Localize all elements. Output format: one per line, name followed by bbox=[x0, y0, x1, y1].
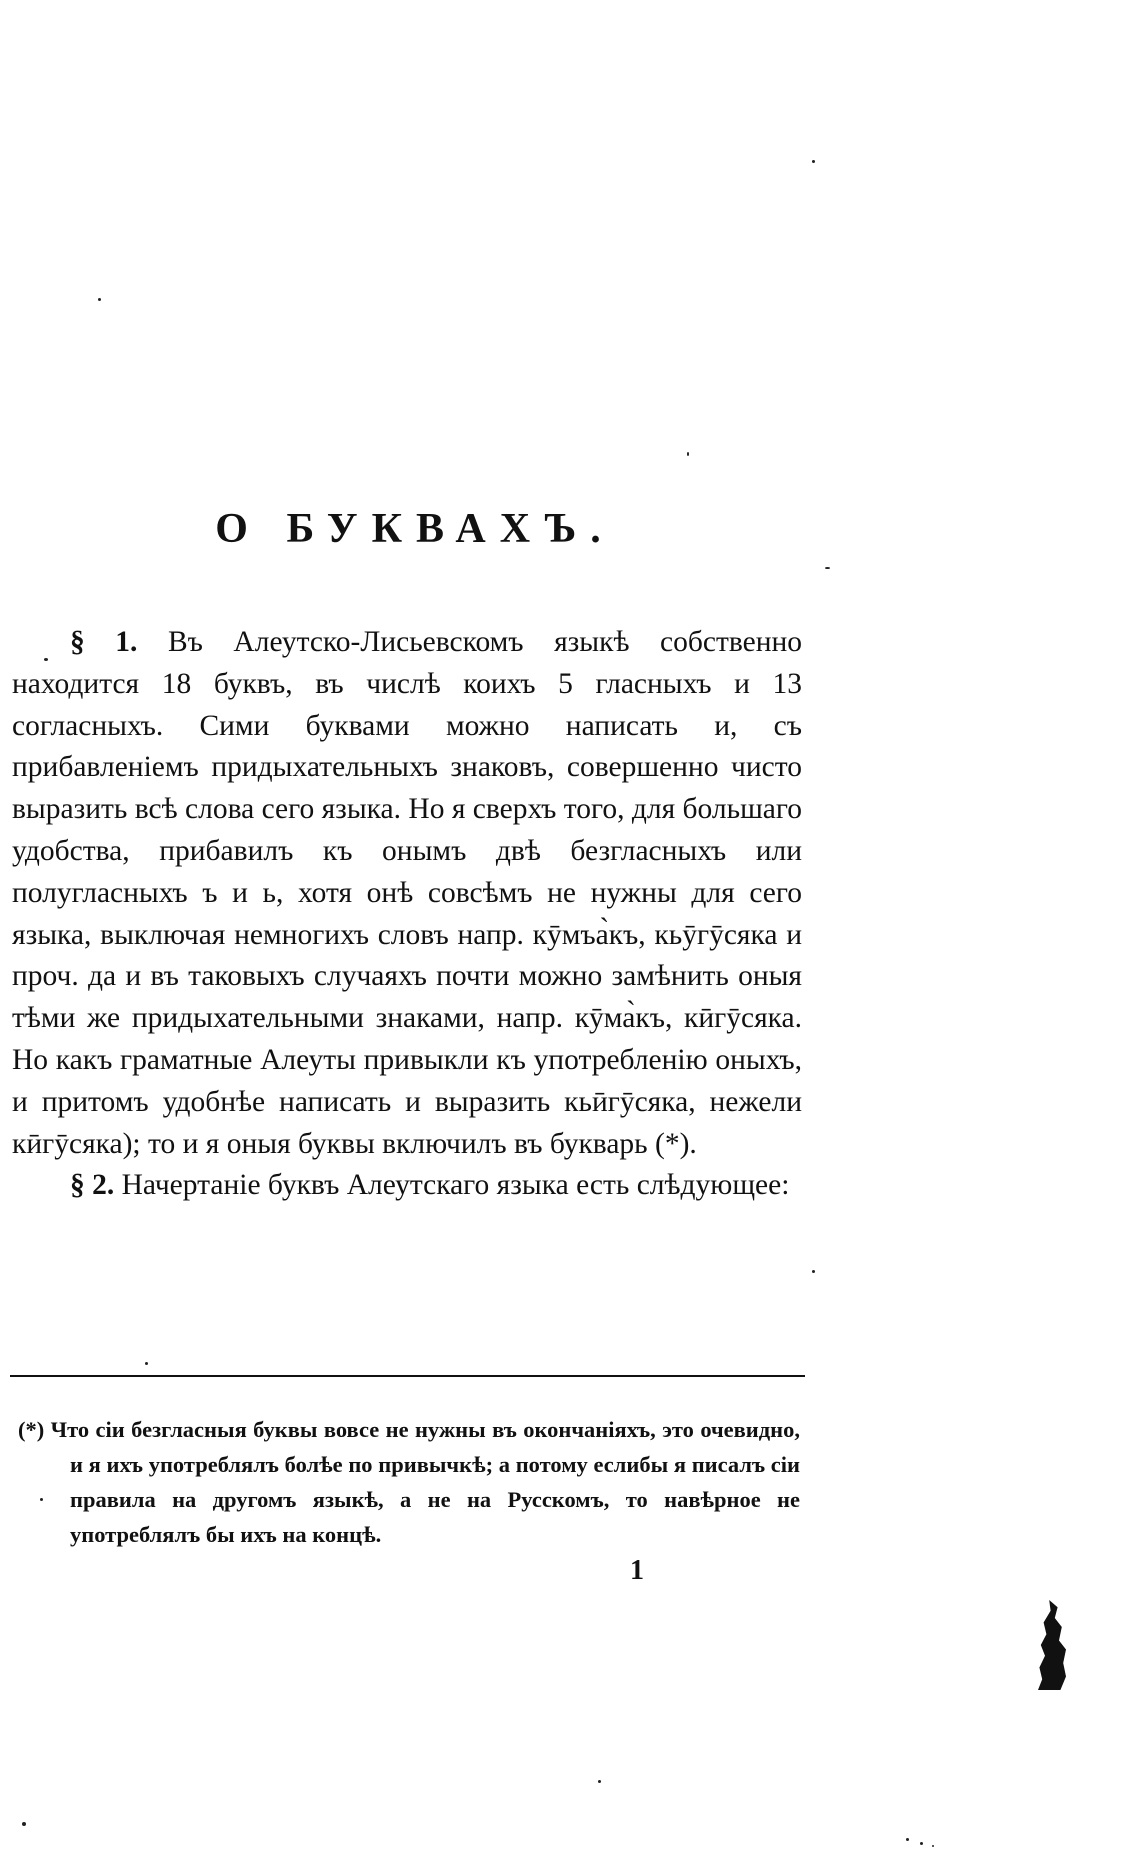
scan-speck bbox=[44, 658, 48, 661]
page-number: 1 bbox=[630, 1555, 644, 1586]
scan-speck bbox=[22, 1822, 26, 1826]
body-text bbox=[12, 622, 802, 1207]
scan-speck bbox=[932, 1845, 934, 1847]
scan-speck bbox=[906, 1838, 909, 1841]
footnote-divider bbox=[10, 1375, 805, 1377]
paragraph-section-2 bbox=[12, 1165, 802, 1207]
scan-speck bbox=[812, 1270, 815, 1273]
chapter-title: О БУКВАХЪ. bbox=[215, 506, 615, 552]
scan-speck bbox=[825, 567, 830, 569]
section-number: § 1. bbox=[70, 626, 138, 658]
scan-speck bbox=[920, 1842, 923, 1845]
scan-edge-mark bbox=[1038, 1600, 1066, 1690]
scan-speck bbox=[687, 452, 689, 456]
paragraph-text: Въ Алеутско-Лисьевскомъ языкѣ собственно находится 18 буквъ, въ числѣ коихъ 5 гласныхъ и 13 согласныхъ. Сими буквами можно написать и, съ прибавленіемъ придыхательныхъ знаковъ, совершенно чисто выразить всѣ слова сего языка. Но я сверхъ того, для большаго удобства, прибавилъ къ онымъ двѣ безгласныхъ или полугласныхъ ъ и ь, хотя онѣ совсѣмъ не нужны для сего языка, выключая немногихъ словъ напр. кӯмъа̀къ, кьӯгӯсяка и проч. да и въ таковыхъ случаяхъ почти можно замѣнить оныя тѣми же придыхательными знаками, напр. кӯма̀къ, кӣгӯсяка. Но какъ граматные Алеуты привыкли къ употребленію оныхъ, и притомъ удобнѣе написать и выразить кьӣгӯсяка, нежели кӣгӯсяка); то и я оныя буквы включилъ въ букварь (*). bbox=[12, 626, 803, 1160]
paragraph-text: Начертаніе буквъ Алеутскаго языка есть слѣдующее: bbox=[121, 1169, 790, 1202]
scan-speck bbox=[98, 298, 101, 301]
section-number: § 2. bbox=[70, 1169, 115, 1202]
footnote: (*) Что сіи безгласныя буквы вовсе не нужны въ окончаніяхъ, это очевидно, и я ихъ употреблялъ болѣе по привычкѣ; а потому еслибы я писалъ сіи правила на другомъ языкѣ, а не на Русскомъ, то навѣрное не употреблялъ бы ихъ на концѣ. bbox=[18, 1417, 800, 1547]
paragraph-section-1 bbox=[12, 622, 802, 1165]
scan-speck bbox=[812, 160, 815, 163]
scan-speck bbox=[598, 1780, 601, 1783]
scan-speck bbox=[145, 1362, 148, 1365]
scan-speck bbox=[40, 1498, 43, 1501]
